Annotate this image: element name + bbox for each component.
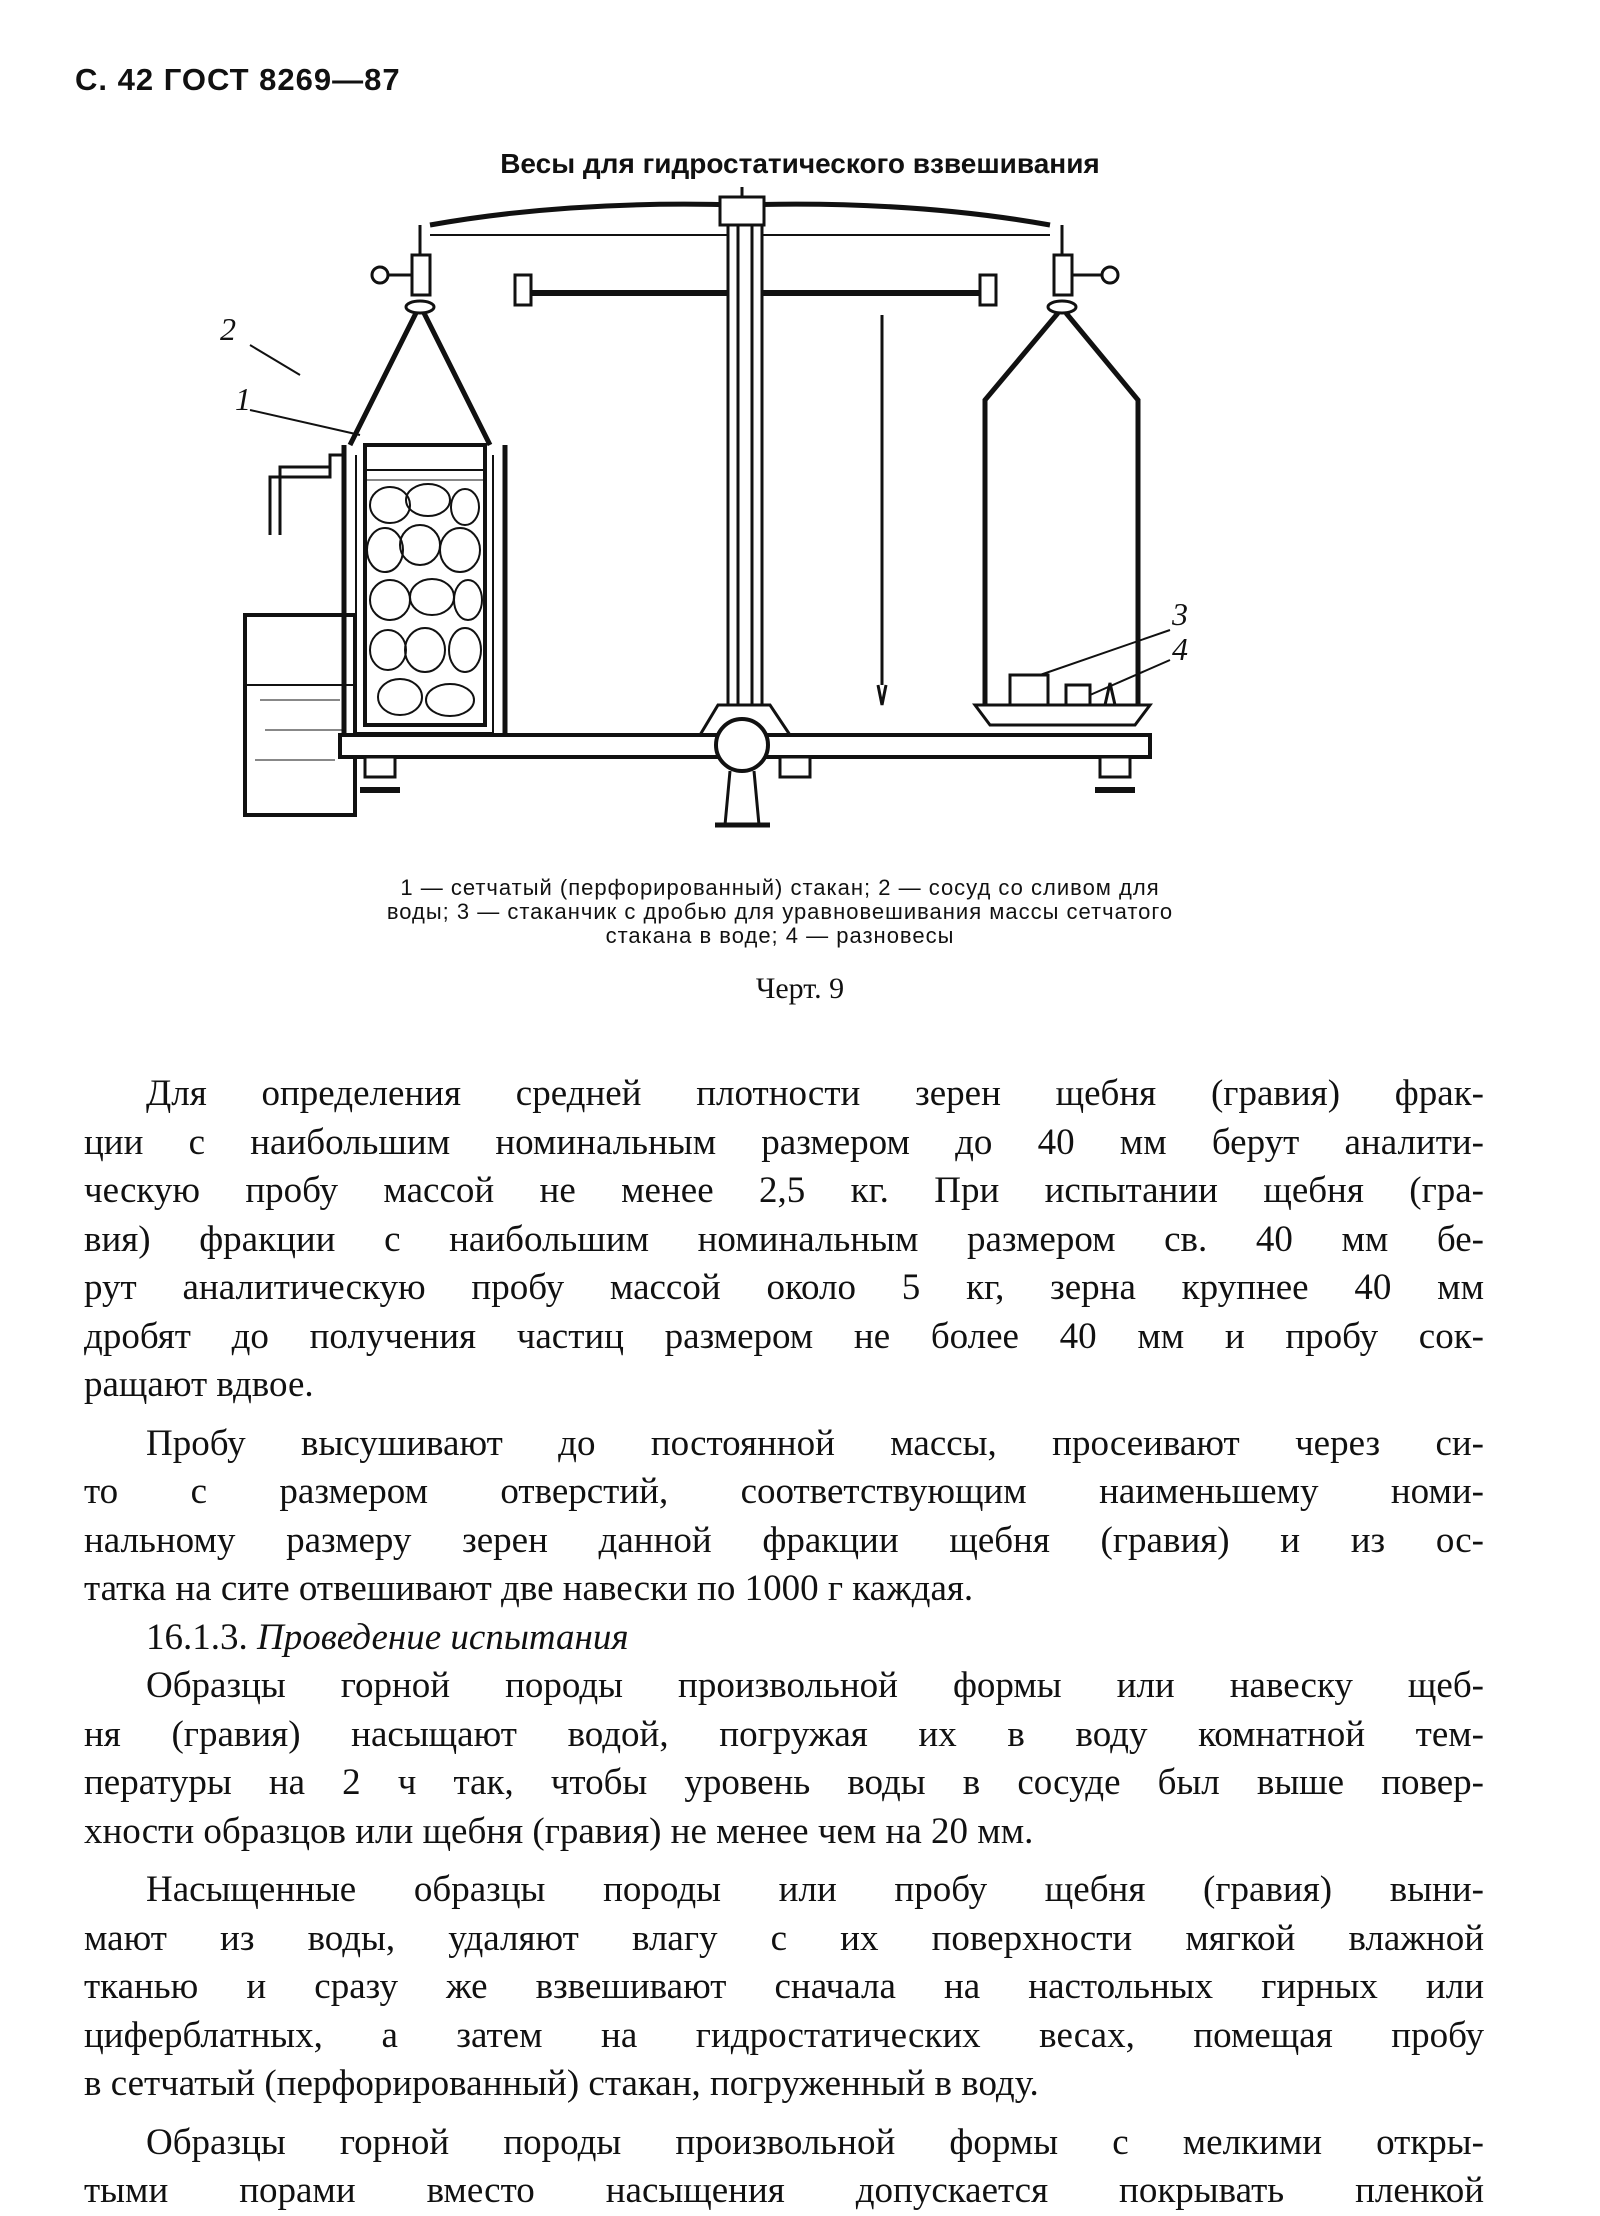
caption-line: 1 — сетчатый (перфорированный) стакан; 2 — сосуд со сливом для — [400, 875, 1160, 900]
text-line: вия) фракции с наибольшим номинальным размером св. 40 мм бе- — [84, 1218, 1484, 1260]
text-line: циферблатных, а затем на гидростатических весах, помещая пробу — [84, 2014, 1484, 2056]
text-line: то с размером отверстий, соответствующим наименьшему номи- — [84, 1471, 1484, 1512]
paragraph-3-end — [84, 1808, 1484, 1857]
shot-cup — [1010, 675, 1048, 705]
paragraph-3 — [84, 1662, 1484, 1808]
text-line: Насыщенные образцы породы или пробу щебня (гравия) выни- — [146, 1869, 1484, 1910]
collecting-vessel — [245, 615, 355, 815]
text-line: дробят до получения частиц размером не более 40 мм и пробу сок- — [84, 1315, 1484, 1357]
text-line: мают из воды, удаляют влагу с их поверхности мягкой влажной — [84, 1917, 1484, 1959]
body-text — [84, 1070, 1484, 2216]
text-line: Образцы горной породы произвольной формы или навеску щеб- — [146, 1665, 1484, 1706]
text-line: Пробу высушивают до постоянной массы, просеивают через си- — [146, 1422, 1484, 1464]
stones — [367, 484, 482, 716]
text-line: Образцы горной породы произвольной формы с мелкими откры- — [146, 2121, 1484, 2163]
text-line: ции с наибольшим номинальным размером до 40 мм берут аналити- — [84, 1121, 1484, 1163]
caption-line: воды; 3 — стаканчик с дробью для уравновешивания массы сетчатого — [386, 899, 1174, 924]
text-line: тыми порами вместо насыщения допускается покрывать пленкой — [84, 2170, 1484, 2211]
section-title: Проведение испытания — [257, 1616, 629, 1658]
text-line: Для определения средней плотности зерен щебня (гравия) фрак- — [146, 1073, 1484, 1114]
text-line: нальному размеру зерен данной фракции щебня (гравия) и из ос- — [84, 1519, 1484, 1561]
central-column — [728, 225, 762, 705]
label-2: 2 — [220, 311, 236, 347]
text-line: татка на сите отвешивают две навески по 1000 г каждая. — [84, 1568, 974, 1609]
figure-number: Черт. 9 — [755, 972, 845, 1005]
column-head — [720, 197, 764, 225]
text-line: рут аналитическую пробу массой около 5 кг, зерна крупнее 40 мм — [84, 1267, 1484, 1308]
page-header: С. 42 ГОСТ 8269—87 — [75, 62, 401, 97]
figure-title: Весы для гидростатического взвешивания — [500, 148, 1100, 179]
hydrostatic-balance-drawing — [220, 205, 1240, 845]
label-4: 4 — [1172, 631, 1188, 667]
text-line: ня (гравия) насыщают водой, погружая их в воду комнатной тем- — [84, 1713, 1484, 1755]
paragraph-4 — [84, 1866, 1484, 2060]
paragraph-2-end — [84, 1565, 1484, 1614]
text-line: хности образцов или щебня (гравия) не менее чем на 20 мм. — [84, 1810, 1034, 1852]
paragraph-1-end — [84, 1361, 1484, 1410]
paragraph-5 — [84, 2119, 1484, 2216]
text-line: пературы на 2 ч так, чтобы уровень воды в сосуде был выше повер- — [84, 1762, 1484, 1803]
paragraph-1 — [84, 1070, 1484, 1361]
paragraph-2 — [84, 1420, 1484, 1566]
caption-line: стакана в воде; 4 — разновесы — [605, 923, 955, 948]
label-3: 3 — [1172, 596, 1188, 632]
figure-caption — [240, 876, 1320, 948]
text-line: ческую пробу массой не менее 2,5 кг. При испытании щебня (гра- — [84, 1170, 1484, 1211]
mesh-basket — [365, 445, 485, 725]
right-pan-hanger — [985, 313, 1138, 705]
text-line: в сетчатый (перфорированный) стакан, погруженный в воду. — [84, 2063, 1039, 2104]
text-line: ращают вдвое. — [84, 1364, 314, 1405]
right-pan — [975, 705, 1150, 725]
label-1: 1 — [235, 381, 251, 417]
text-line: тканью и сразу же взвешивают сначала на настольных гирных или — [84, 1966, 1484, 2007]
section-number: 16.1.3. — [146, 1616, 248, 1658]
paragraph-4-end — [84, 2060, 1484, 2109]
section-heading — [84, 1614, 1484, 1663]
